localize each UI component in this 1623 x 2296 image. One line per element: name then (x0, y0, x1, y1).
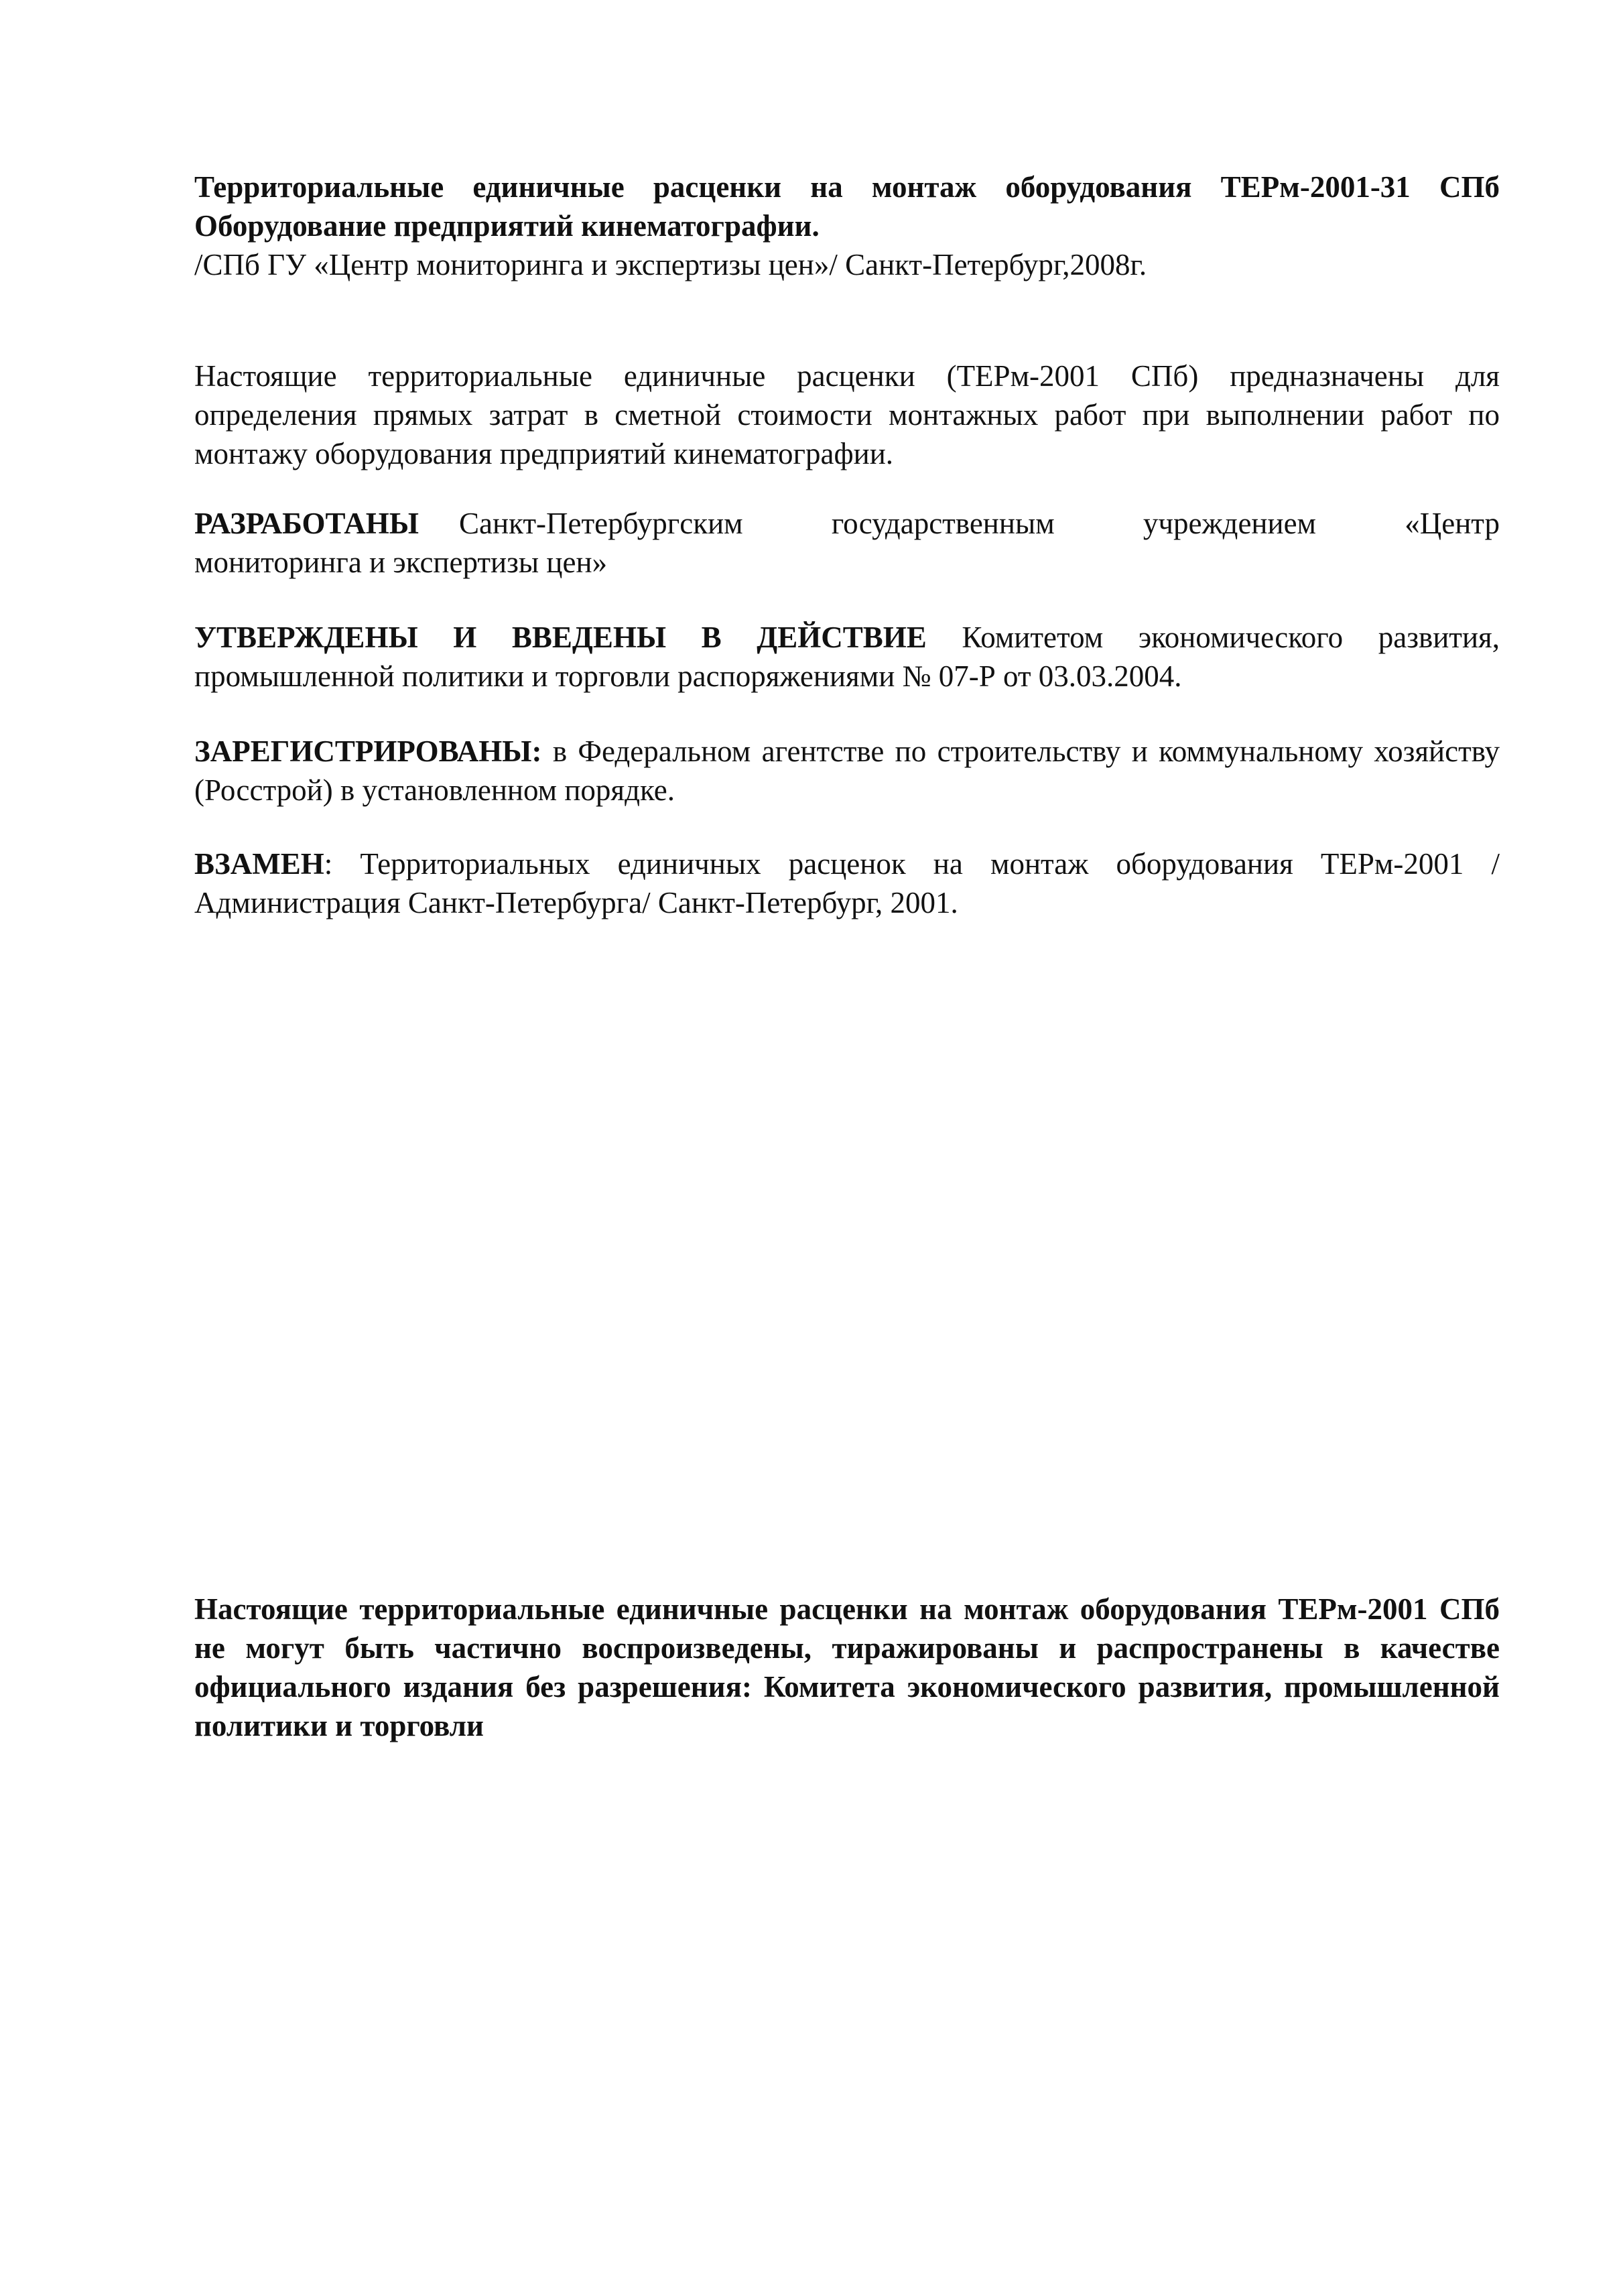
copyright-notice (194, 1590, 1500, 1745)
developed-paragraph (194, 504, 1500, 582)
developed-text-2: мониторинга и экспертизы цен» (194, 546, 608, 579)
intro-text: Настоящие территориальные единичные расценки (ТЕРм-2001 СПб) предназначены для определения прямых затрат в сметной стоимости монтажных работ при выполнении работ по монтажу оборудования предприятий кинематографии. (194, 359, 1500, 470)
replaces-paragraph (194, 844, 1500, 922)
developed-text-1: Санкт-Петербургским государственным учреждением «Центр (459, 507, 1500, 540)
registered-text: в Федеральном агентстве по строительству и коммунальному хозяйству (Росстрой) в установленном порядке. (194, 735, 1500, 807)
approved-text: Комитетом экономического развития, промышленной политики и торговли распоряжениями № 07-Р от 03.03.2004. (194, 621, 1500, 693)
developed-line-1 (194, 504, 1500, 543)
replaces-label: ВЗАМЕН (194, 847, 324, 881)
document-header (194, 168, 1500, 284)
replaces-text: : Территориальных единичных расценок на монтаж оборудования ТЕРм-2001 /Администрация Санкт-Петербурга/ Санкт-Петербург, 2001. (194, 847, 1500, 919)
title-line-1: Территориальные единичные расценки на монтаж оборудования ТЕРм-2001-31 СПб (194, 170, 1500, 204)
developed-label: РАЗРАБОТАНЫ (194, 507, 419, 540)
approved-label: УТВЕРЖДЕНЫ И ВВЕДЕНЫ В ДЕЙСТВИЕ (194, 621, 927, 654)
approved-paragraph (194, 618, 1500, 696)
registered-label: ЗАРЕГИСТРИРОВАНЫ: (194, 735, 542, 768)
registered-paragraph (194, 732, 1500, 810)
title-line-2: Оборудование предприятий кинематографии. (194, 209, 820, 243)
intro-paragraph (194, 357, 1500, 473)
publisher-source: /СПб ГУ «Центр мониторинга и экспертизы цен»/ Санкт-Петербург,2008г. (194, 248, 1147, 281)
notice-text: Настоящие территориальные единичные расценки на монтаж оборудования ТЕРм-2001 СПб не могут быть частично воспроизведены, тиражированы и распространены в качестве официального издания без разрешения: Комитета экономического развития, промышленной политики и торговли (194, 1592, 1500, 1742)
